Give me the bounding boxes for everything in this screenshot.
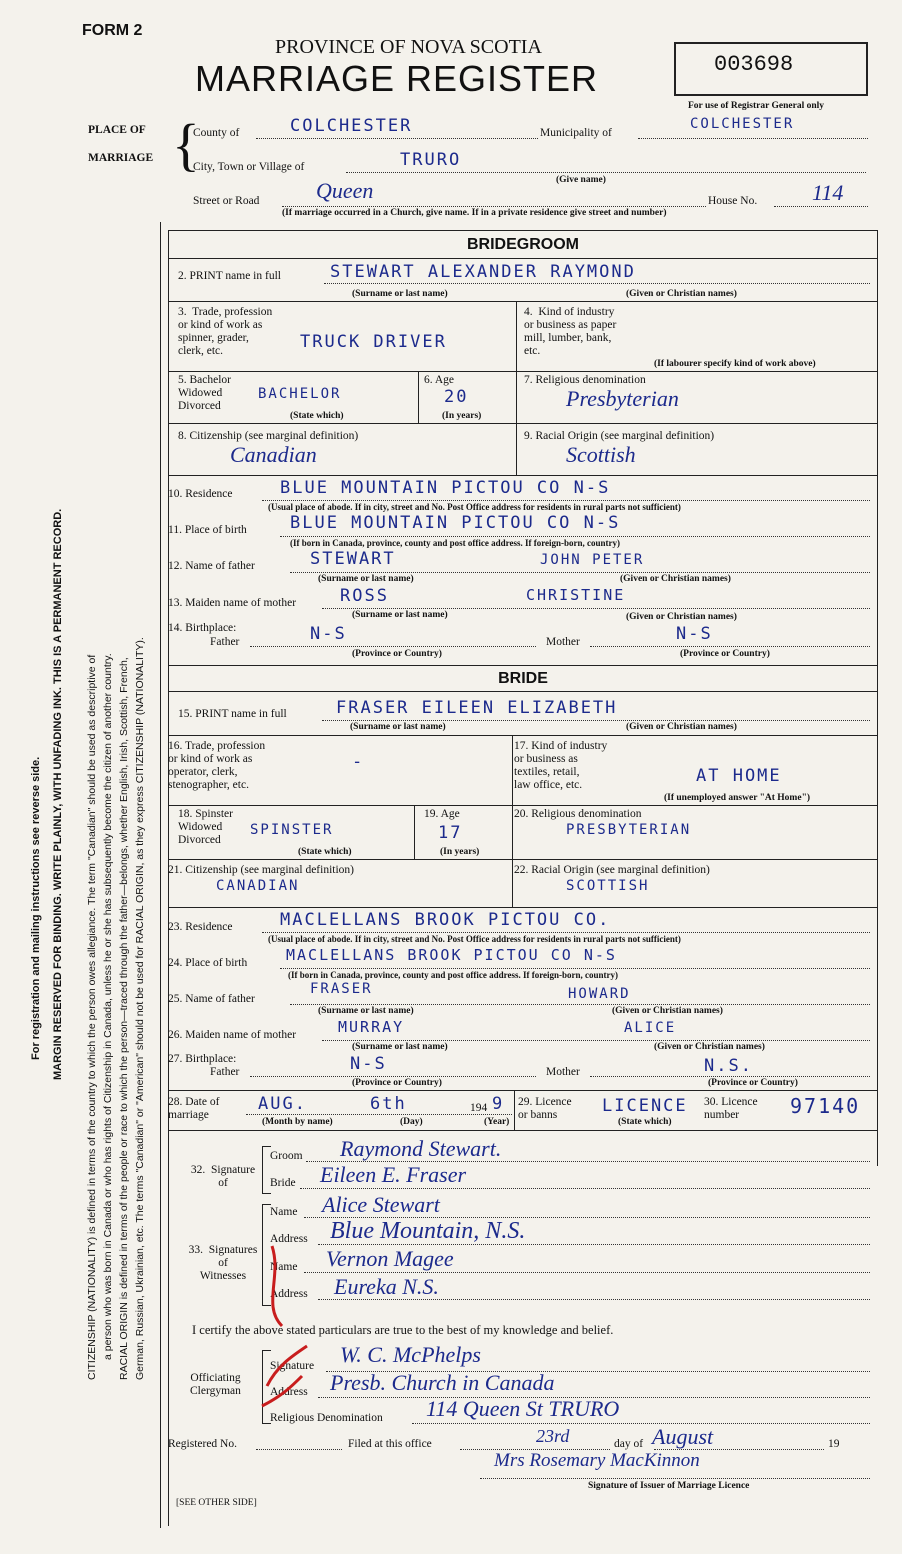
f5-label: 5. Bachelor Widowed Divorced [178,374,232,412]
register-number: 003698 [714,52,794,77]
w2-name-label: Name [270,1261,298,1273]
f24-label: 24. Place of birth [168,957,248,969]
bride-years-cap: (In years) [440,847,480,857]
f25-label: 25. Name of father [168,993,255,1005]
filed-year-prefix: 19 [828,1438,840,1450]
bride-name: FRASER EILEEN ELIZABETH [336,698,618,718]
clergy-sig-label: Signature [270,1360,315,1372]
clergy-denomination: 114 Queen St TRURO [426,1396,620,1421]
witness1-name: Alice Stewart [322,1192,440,1217]
marriage-month: AUG. [258,1094,307,1114]
f27-mother-label: Mother [546,1066,580,1078]
f4-note: (If labourer specify kind of work above) [654,359,816,369]
marriage-year-prefix: 194 [470,1102,488,1114]
f26-surname-cap: (Surname or last name) [352,1042,448,1052]
side-note-2: MARGIN RESERVED FOR BINDING. WRITE PLAINLY, WITH UNFADING INK. THIS IS A PERMANENT RECORD. [52,508,64,1080]
officiating-label: Officiating Clergyman [190,1372,241,1397]
house-label: House No. [708,195,758,207]
place-note: (If marriage occurred in a Church, give name. If in a private residence give street and number) [282,208,667,218]
side-note-6: German, Russian, Ukrainian, etc. The terms "Canadian" or "American" should not be used for RACIAL ORIGIN, as they express CITIZENSHIP (NATIONALITY). [134,637,146,1380]
county-value: COLCHESTER [290,116,413,136]
bride-father-given: HOWARD [568,986,631,1002]
bride-residence: MACLELLANS BROOK PICTOU CO. [280,910,611,930]
groom-residence: BLUE MOUNTAIN PICTOU CO N-S [280,478,611,498]
certify-text: I certify the above stated particulars are true to the best of my knowledge and belief. [192,1323,614,1337]
bride-trade: - [352,752,365,772]
f17-label: 17. Kind of industry or business as textiles, retail, law office, etc. [514,740,608,791]
bride-sig-label: Bride [270,1177,296,1189]
groom-mother-birthplace: N-S [676,624,713,644]
f23-label: 23. Residence [168,921,233,933]
groom-heading: BRIDEGROOM [467,236,579,253]
f25-surname-cap: (Surname or last name) [318,1006,414,1016]
bride-mother-birthplace: N.S. [704,1056,753,1076]
side-note-1: For registration and mailing instructions see reverse side. [30,756,42,1060]
province-title: PROVINCE OF NOVA SCOTIA [275,36,542,58]
bride-father-birthplace: N-S [350,1054,387,1074]
f27-label: 27. Birthplace: [168,1053,237,1065]
filed-label: Filed at this office [348,1438,432,1450]
marriage-day: 6th [370,1094,407,1114]
bride-birth: MACLELLANS BROOK PICTOU CO N-S [286,946,617,964]
street-value: Queen [316,178,374,203]
place-heading-2: MARRIAGE [88,152,154,164]
red-check-mark [252,1236,322,1436]
groom-age: 20 [444,387,469,407]
bride-state-cap: (State which) [298,847,352,857]
day-of-label: day of [614,1438,644,1450]
f8-label: 8. Citizenship (see marginal definition) [178,430,359,442]
filed-day: 23rd [536,1426,570,1446]
f7-label: 7. Religious denomination [524,374,646,386]
f28-label: 28. Date of marriage [168,1096,220,1121]
register-title: MARRIAGE REGISTER [195,58,599,99]
f10-note: (Usual place of abode. If in city, street and No. Post Office address for residents in rural parts not sufficient) [268,502,681,512]
give-name-cap: (Give name) [556,175,606,185]
house-value: 114 [812,180,844,205]
f19-label: 19. Age [424,808,460,820]
f26-label: 26. Maiden name of mother [168,1029,297,1041]
bride-industry: AT HOME [696,766,782,786]
f13-surname-cap: (Surname or last name) [352,610,448,620]
w1-name-label: Name [270,1206,298,1218]
registrar-note: For use of Registrar General only [688,101,825,111]
f24-note: (If born in Canada, province, county and post office address. If foreign-born, country) [288,970,619,980]
groom-sig-label: Groom [270,1150,303,1162]
bride-status: SPINSTER [250,822,334,838]
groom-mother-given: CHRISTINE [526,586,626,604]
issuer-cap: Signature of Issuer of Marriage Licence [588,1481,750,1491]
groom-father-surname: STEWART [310,549,396,569]
see-other-side: [SEE OTHER SIDE] [176,1498,257,1508]
street-label: Street or Road [193,195,260,207]
bride-religion: PRESBYTERIAN [566,822,692,838]
bride-signature: Eileen E. Fraser [320,1162,467,1187]
f32-label: 32. Signature of [190,1164,256,1189]
f6-label: 6. Age [424,374,455,386]
day-cap: (Day) [400,1117,423,1127]
f4-label: 4. Kind of industry or business as paper mill, lumber, bank, etc. [524,306,617,357]
groom-surname-cap: (Surname or last name) [352,289,448,299]
f14-mother-label: Mother [546,636,580,648]
bride-father-surname: FRASER [310,981,373,997]
groom-signature: Raymond Stewart. [340,1136,502,1161]
f11-label: 11. Place of birth [168,524,247,536]
witness2-name: Vernon Magee [326,1246,454,1271]
f2-label: 2. PRINT name in full [178,270,281,282]
f21-label: 21. Citizenship (see marginal definition) [168,864,354,876]
groom-father-given: JOHN PETER [540,552,645,568]
side-note-5: RACIAL ORIGIN is defined in terms of the people or race to which the person—traced through the father—belongs, whether English, Irish, Scottish, French, [118,657,130,1380]
month-cap: (Month by name) [262,1117,333,1127]
f14-mother-cap: (Province or Country) [680,649,770,659]
licence-type: LICENCE [602,1096,688,1116]
registered-label: Registered No. [168,1438,237,1450]
bride-racial: SCOTTISH [566,878,650,894]
marriage-year: 9 [492,1094,505,1114]
clergy-signature: W. C. McPhelps [340,1342,481,1367]
groom-state-cap: (State which) [290,411,344,421]
bride-age: 17 [438,823,463,843]
f13-given-cap: (Given or Christian names) [626,612,737,622]
bride-mother-given: ALICE [624,1020,677,1036]
f17-note: (If unemployed answer "At Home") [664,793,811,803]
f26-given-cap: (Given or Christian names) [654,1042,765,1052]
f30-label: 30. Licence number [704,1096,758,1121]
year-cap: (Year) [484,1117,510,1127]
f12-given-cap: (Given or Christian names) [620,574,731,584]
filed-month: August [652,1424,714,1449]
brace: { [172,112,200,177]
municipality-value: COLCHESTER [690,116,795,132]
licence-number: 97140 [790,1094,861,1118]
municipality-label: Municipality of [540,127,612,139]
f14-father-cap: (Province or Country) [352,649,442,659]
f15-label: 15. PRINT name in full [178,708,287,720]
bride-mother-surname: MURRAY [338,1018,405,1036]
groom-birth: BLUE MOUNTAIN PICTOU CO N-S [290,513,621,533]
f27-mother-cap: (Province or Country) [708,1078,798,1088]
f3-label: 3. Trade, profession or kind of work as spinner, grader, clerk, etc. [178,306,273,357]
groom-citizenship: Canadian [230,442,317,467]
f14-father-label: Father [210,636,240,648]
state-which-licence: (State which) [618,1117,672,1127]
bride-given-cap: (Given or Christian names) [626,722,737,732]
f22-label: 22. Racial Origin (see marginal definition) [514,864,710,876]
witness1-address: Blue Mountain, N.S. [330,1218,526,1244]
f9-label: 9. Racial Origin (see marginal definition) [524,430,715,442]
groom-trade: TRUCK DRIVER [300,332,447,352]
bride-heading: BRIDE [498,670,548,687]
city-value: TRURO [400,150,462,170]
witness2-address: Eureka N.S. [334,1274,439,1299]
issuer-signature: Mrs Rosemary MacKinnon [494,1450,700,1471]
f11-note: (If born in Canada, province, county and post office address. If foreign-born, country) [290,538,621,548]
groom-given-cap: (Given or Christian names) [626,289,737,299]
w1-address-label: Address [270,1233,308,1245]
clergy-address-label: Address [270,1386,308,1398]
groom-years-cap: (In years) [442,411,482,421]
denomination-label: Religious Denomination [270,1412,383,1424]
f27-father-cap: (Province or Country) [352,1078,442,1088]
f12-label: 12. Name of father [168,560,255,572]
f23-note: (Usual place of abode. If in city, street and No. Post Office address for residents in rural parts not sufficient) [268,934,681,944]
f25-given-cap: (Given or Christian names) [612,1006,723,1016]
city-label: City, Town or Village of [193,161,305,173]
f13-label: 13. Maiden name of mother [168,597,297,609]
groom-racial: Scottish [566,442,636,467]
f14-label: 14. Birthplace: [168,622,237,634]
groom-status: BACHELOR [258,386,342,402]
f16-label: 16. Trade, profession or kind of work as operator, clerk, stenographer, etc. [168,740,266,791]
f18-label: 18. Spinster Widowed Divorced [178,808,233,846]
f20-label: 20. Religious denomination [514,808,642,820]
f33-label: 33. Signatures of Witnesses [188,1244,258,1282]
county-label: County of [193,127,240,139]
groom-mother-surname: ROSS [340,586,389,606]
f12-surname-cap: (Surname or last name) [318,574,414,584]
groom-name: STEWART ALEXANDER RAYMOND [330,262,636,282]
w2-address-label: Address [270,1288,308,1300]
f29-label: 29. Licence or banns [518,1096,572,1121]
side-note-3: CITIZENSHIP (NATIONALITY) is defined in terms of the country to which the person owes allegiance. The term "Canadian" should be used as descriptive of [86,654,98,1380]
groom-religion: Presbyterian [566,386,679,411]
f10-label: 10. Residence [168,488,233,500]
bride-surname-cap: (Surname or last name) [350,722,446,732]
form-number: FORM 2 [82,22,143,39]
place-heading-1: PLACE OF [88,124,146,136]
groom-father-birthplace: N-S [310,624,347,644]
clergy-address: Presb. Church in Canada [330,1370,555,1395]
bride-citizenship: CANADIAN [216,878,300,894]
f27-father-label: Father [210,1066,240,1078]
side-note-4: a person who was born in Canada or who has rights of Citizenship in Canada, unless he or she has subsequently become the citizen of another country. [102,653,114,1360]
